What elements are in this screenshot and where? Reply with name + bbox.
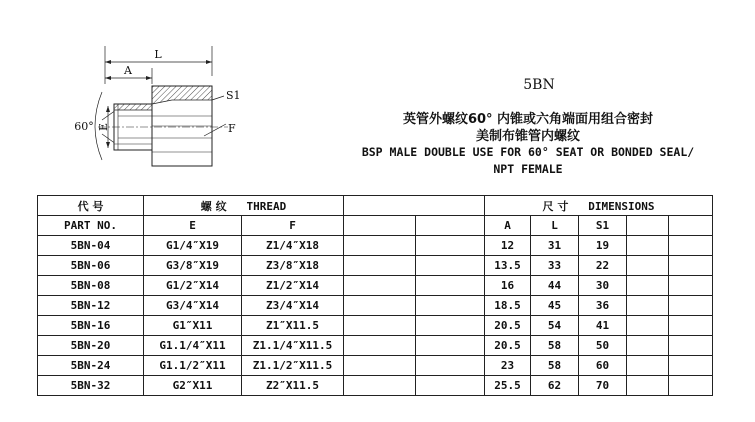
thread-f-cell: Z1.1/4″X11.5 (242, 336, 344, 356)
thread-e-cell: G3/4″X14 (144, 296, 242, 316)
blank-cell (344, 376, 416, 396)
blank-cell (627, 316, 669, 336)
part-no-cell: 5BN-32 (38, 376, 144, 396)
table-row (38, 376, 713, 396)
title-cn-line-1: 英管外螺纹60° 内锥或六角端面用组合密封 (402, 112, 654, 127)
blank-cell (627, 236, 669, 256)
part-no-cell: 5BN-24 (38, 356, 144, 376)
label-L: L (154, 48, 162, 61)
dim-s1-cell: 30 (579, 276, 627, 296)
blank-cell (627, 296, 669, 316)
header-col-A: A (485, 216, 531, 236)
fitting-body (98, 86, 228, 166)
blank-cell (344, 356, 416, 376)
blank-cell (344, 276, 416, 296)
header-row-2 (38, 216, 713, 236)
blank-cell (627, 356, 669, 376)
thread-e-cell: G1/4″X19 (144, 236, 242, 256)
thread-f-cell: Z3/4″X14 (242, 296, 344, 316)
thread-e-cell: G1/2″X14 (144, 276, 242, 296)
label-A: A (124, 64, 132, 77)
dim-s1-cell: 36 (579, 296, 627, 316)
blank-cell (627, 276, 669, 296)
label-F: F (228, 122, 236, 135)
blank-cell (669, 236, 713, 256)
title-cn-line-2: 美制布锥管内螺纹 (475, 129, 580, 144)
thread-e-cell: G1″X11 (144, 316, 242, 336)
part-no-cell: 5BN-12 (38, 296, 144, 316)
dim-s1-cell: 41 (579, 316, 627, 336)
blank-cell (416, 376, 485, 396)
header-blank-1 (344, 196, 416, 216)
dim-s1-cell: 70 (579, 376, 627, 396)
blank-cell (669, 276, 713, 296)
thread-e-cell: G1.1/2″X11 (144, 356, 242, 376)
dim-a-cell: 25.5 (485, 376, 531, 396)
dim-a-cell: 23 (485, 356, 531, 376)
blank-cell (416, 336, 485, 356)
fitting-drawing (58, 40, 248, 175)
blank-cell (669, 336, 713, 356)
table-row (38, 316, 713, 336)
blank-cell (669, 296, 713, 316)
dim-s1-cell: 19 (579, 236, 627, 256)
blank-cell (416, 316, 485, 336)
thread-f-cell: Z3/8″X18 (242, 256, 344, 276)
blank-cell (669, 316, 713, 336)
blank-cell (344, 316, 416, 336)
header-part-no: PART NO. (38, 216, 144, 236)
product-code: 5BN (523, 77, 555, 93)
table-row (38, 276, 713, 296)
thread-f-cell: Z1.1/2″X11.5 (242, 356, 344, 376)
blank-cell (669, 356, 713, 376)
spec-table (37, 195, 713, 396)
dim-a-cell: 16 (485, 276, 531, 296)
blank-cell (416, 296, 485, 316)
header-thread-en: THREAD (246, 199, 287, 213)
header-col-E: E (144, 216, 242, 236)
table-row (38, 256, 713, 276)
dim-a-cell: 20.5 (485, 336, 531, 356)
blank-cell (627, 336, 669, 356)
header-blank-6 (669, 216, 713, 236)
dim-l-cell: 58 (531, 356, 579, 376)
dim-l-cell: 45 (531, 296, 579, 316)
blank-cell (416, 276, 485, 296)
label-S1: S1 (226, 89, 241, 102)
thread-f-cell: Z1/2″X14 (242, 276, 344, 296)
dim-l-cell: 58 (531, 336, 579, 356)
part-no-cell: 5BN-06 (38, 256, 144, 276)
dim-a-cell: 12 (485, 236, 531, 256)
header-col-F: F (242, 216, 344, 236)
blank-cell (416, 236, 485, 256)
thread-f-cell: Z1″X11.5 (242, 316, 344, 336)
thread-e-cell: G2″X11 (144, 376, 242, 396)
dim-s1-cell: 60 (579, 356, 627, 376)
dim-a-cell: 18.5 (485, 296, 531, 316)
header-dimensions (485, 196, 713, 216)
dim-l-cell: 33 (531, 256, 579, 276)
blank-cell (669, 256, 713, 276)
table-body (38, 236, 713, 396)
thread-e-cell: G1.1/4″X11 (144, 336, 242, 356)
part-no-cell: 5BN-20 (38, 336, 144, 356)
dim-a-cell: 13.5 (485, 256, 531, 276)
header-col-S1: S1 (579, 216, 627, 236)
header-thread (144, 196, 344, 216)
blank-cell (344, 296, 416, 316)
blank-cell (344, 236, 416, 256)
table-row (38, 336, 713, 356)
blank-cell (669, 376, 713, 396)
blank-cell (627, 256, 669, 276)
label-angle: 60° (74, 120, 94, 133)
header-blank-4 (416, 216, 485, 236)
dim-l-cell: 62 (531, 376, 579, 396)
thread-f-cell: Z2″X11.5 (242, 376, 344, 396)
blank-cell (627, 376, 669, 396)
blank-cell (344, 256, 416, 276)
label-E: E (97, 122, 110, 132)
header-blank-2 (416, 196, 485, 216)
header-row-1 (38, 196, 713, 216)
table-row (38, 296, 713, 316)
dim-s1-cell: 22 (579, 256, 627, 276)
part-no-cell: 5BN-16 (38, 316, 144, 336)
dim-a-cell: 20.5 (485, 316, 531, 336)
header-code-cn: 代 号 (38, 196, 144, 216)
thread-e-cell: G3/8″X19 (144, 256, 242, 276)
header-thread-cn: 螺 纹 (200, 199, 227, 213)
dim-l-cell: 31 (531, 236, 579, 256)
table-row (38, 356, 713, 376)
table-row (38, 236, 713, 256)
blank-cell (416, 256, 485, 276)
blank-cell (416, 356, 485, 376)
part-no-cell: 5BN-08 (38, 276, 144, 296)
header-col-L: L (531, 216, 579, 236)
dim-l-cell: 54 (531, 316, 579, 336)
blank-cell (344, 336, 416, 356)
dim-s1-cell: 50 (579, 336, 627, 356)
title-en-line-2: NPT FEMALE (493, 162, 563, 176)
title-en-line-1: BSP MALE DOUBLE USE FOR 60° SEAT OR BONDED SEAL/ (361, 145, 695, 159)
part-no-cell: 5BN-04 (38, 236, 144, 256)
header-blank-3 (344, 216, 416, 236)
dim-l-cell: 44 (531, 276, 579, 296)
header-blank-5 (627, 216, 669, 236)
header-dim-en: DIMENSIONS (588, 199, 655, 213)
thread-f-cell: Z1/4″X18 (242, 236, 344, 256)
header-dim-cn: 尺 寸 (542, 199, 569, 213)
